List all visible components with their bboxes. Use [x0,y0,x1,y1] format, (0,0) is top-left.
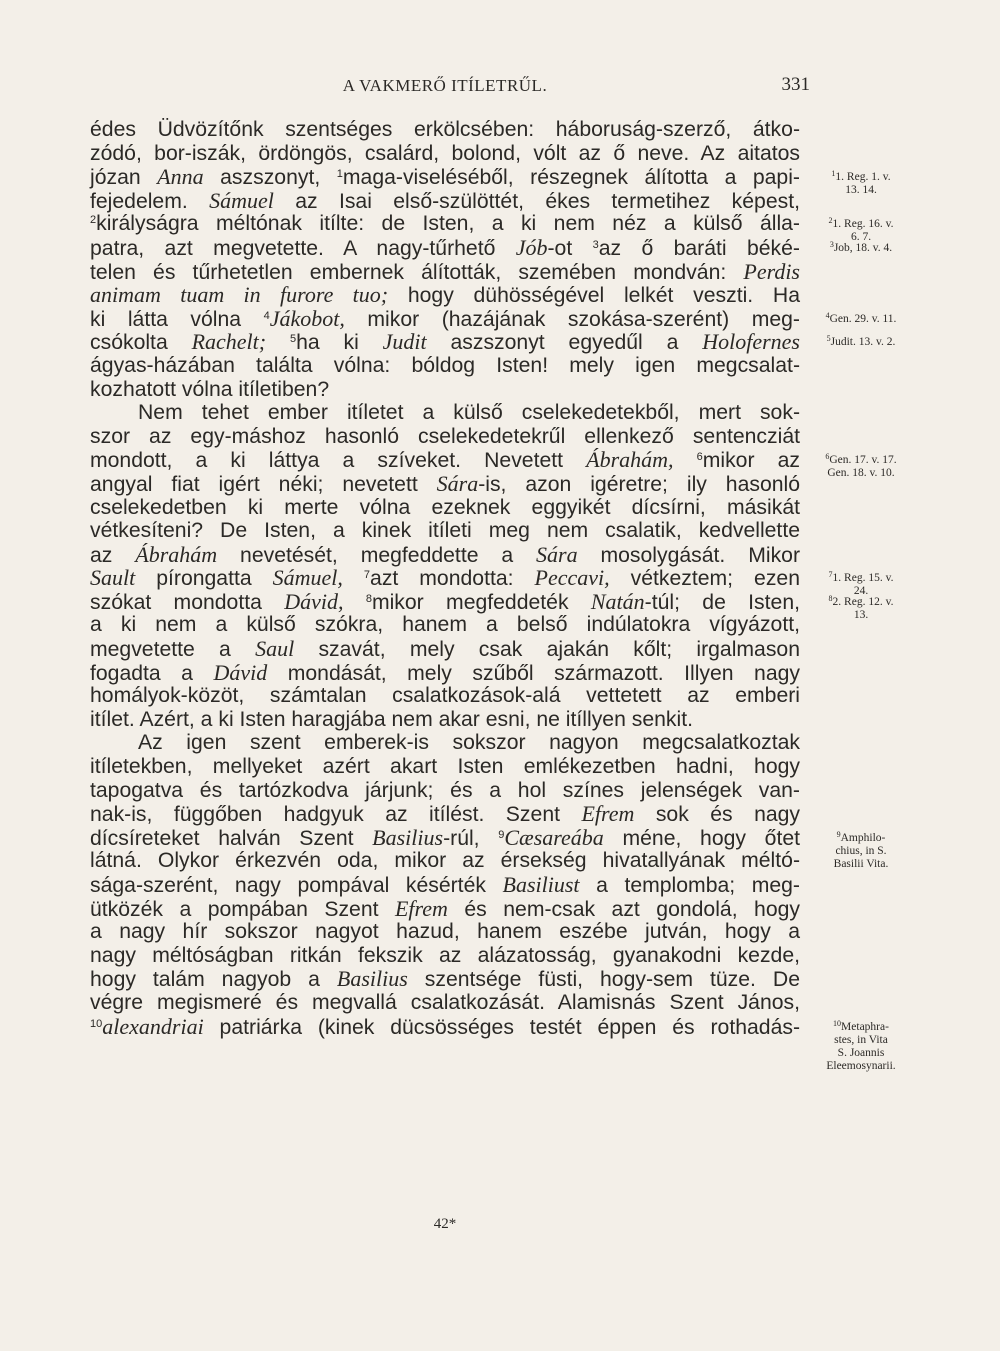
margin-note-line [805,467,917,480]
margin-note [805,242,917,255]
text-line [90,472,800,496]
text-run: mikor megfeddeték [371,590,591,614]
text-line [90,1015,800,1039]
text-line [90,991,800,1015]
text-run: hogy talám nagyob a [90,968,337,992]
text-run: királyságra méltónak itílte: de Isten, a ki nem néz a külső álla- [96,212,800,236]
text-run: végre megismeré és megvallá csalatkozását. Alamisnás Szent János, [90,990,800,1014]
margin-note-number: 5 [826,334,831,344]
text-run: aszszonyt, [203,166,337,190]
text-run: vétkeztem; ezen [609,567,800,591]
text-run: Az igen szent emberek-is sokszor nagyon megcsalatkoztak [138,731,800,755]
margin-note-text: S. Joannis [837,1046,885,1059]
margin-note-text: Eleemosynarii. [826,1059,896,1072]
text-line [90,661,800,685]
margin-note-line [805,832,917,845]
italic-text: Judit [382,329,427,355]
margin-note-line [805,596,917,609]
text-run: édes Üdvözítőnk szentséges erkölcsében: háboruság-szerző, átko- [90,118,800,141]
text-run: dícsíreteket halván Szent [90,826,373,850]
footnote-mark: 9 [498,828,505,841]
text-run: és nem-csak azt gondolá, hogy [447,897,800,921]
margin-note-line [805,609,917,622]
page-number: 331 [781,74,810,95]
text-line [90,165,800,189]
margin-note [805,310,917,326]
text-run: telen és tűrhetetlen embernek álították, szemében mondván: [90,260,744,284]
text-run: nevetését, megfeddette a [217,543,537,567]
footnote-mark: 3 [592,238,599,251]
italic-text: Peccavi, [534,565,610,591]
text-line [90,897,800,921]
text-run: maga-viseléséből, részegnek álította a papi- [342,166,800,190]
italic-text: Jákobot, [269,305,345,331]
text-run: mondását, mely szűből származott. Illyen nagy [267,661,801,685]
text-line [90,566,800,590]
margin-note-number: 9 [836,830,841,839]
margin-note-text: Gen. 29. v. 11. [829,312,897,325]
text-run: józan [90,166,158,190]
text-line [90,496,800,520]
margin-note-number: 3 [829,240,834,249]
italic-text: Dávid [213,659,268,685]
margin-note-line [805,1047,917,1060]
text-line [90,920,800,944]
italic-text: Efrem [394,895,448,921]
margin-note-number: 2 [828,216,833,226]
italic-text: Jób [515,234,548,260]
margin-note-text: stes, in Vita [834,1033,888,1046]
text-run: megvetette a [90,638,256,662]
text-line [90,283,800,307]
margin-note-number: 7 [828,570,833,580]
text-run: mosolygását. Mikor [577,543,800,567]
text-line [90,425,800,449]
text-line [90,944,800,968]
text-run: hogy dühösségével lelkét veszti. Ha [388,284,800,308]
margin-note-number: 4 [825,310,830,320]
text-line [90,708,800,732]
text-run: -is, azon igéretre; ily hasonló [478,472,800,496]
italic-text: Anna [157,164,204,190]
margin-note-text: 13. [853,609,869,621]
running-head: A VAKMERŐ ITÍLETRŰL. [342,76,548,95]
text-run: fogadta a [90,661,214,685]
margin-note-text: Judit. 13. v. 2. [830,336,896,349]
margin-note [805,572,917,598]
italic-text: Ábrahám, [586,447,674,473]
footnote-mark: 8 [365,592,372,605]
italic-text: Cæsareába [504,824,604,850]
text-line [90,637,800,661]
text-run: mikor (hazájának szokása-szerént) meg- [344,307,800,331]
margin-note [805,832,917,871]
footnote-mark: 1 [336,168,343,181]
text-run: a templomba; meg- [579,874,800,897]
text-run: mikor az [702,449,800,473]
footnote-mark: 4 [263,309,270,322]
text-line [90,755,800,779]
text-line [90,849,800,873]
text-run: angyal fiat igért néki; nevetett [90,472,437,496]
margin-note-line [805,310,917,326]
margin-note [805,596,917,622]
italic-text: alexandriai [102,1013,204,1039]
text-run: ha ki [296,331,383,355]
text-run: szavát, mely csak ajakán kőlt; irgalmason [294,638,800,662]
margin-note-line [805,1018,917,1034]
text-line [90,519,800,543]
margin-note [805,218,917,244]
italic-text: Basilius [372,824,444,850]
text-line [90,378,800,402]
margin-note-line [805,336,917,349]
italic-text: Efrem [581,801,635,827]
margin-note-line [805,858,917,871]
text-run: csókolta [90,331,192,355]
footnote-mark: 5 [289,333,297,346]
text-line [90,118,800,142]
text-run: szentsége füsti, hogy-sem tüze. De [407,968,800,992]
text-line [90,212,800,236]
text-line [90,873,800,897]
text-run: mondott, a ki láttya a szíveket. Nevetett [90,449,587,473]
text-run: sok és nagy [634,803,801,827]
text-run: itílet. Azért, a ki Isten haragjába nem akar esni, ne itíllyen senkit. [90,707,693,731]
text-run: a nagy hír sokszor nagyot hazud, hanem eszébe jutván, hogy a [90,920,800,944]
italic-text: Sámuel, [272,565,343,591]
text-line [90,684,800,708]
text-run: homályok-közöt, számtalan csalatkozások-alá vettetett az emberi [90,684,800,708]
text-run [266,331,290,354]
margin-note-text: Job, 18. v. 4. [833,242,893,254]
italic-text: Saul [255,636,295,662]
text-line [90,967,800,991]
text-run: -ot [547,236,593,260]
text-line [90,779,800,803]
text-line [90,189,800,213]
text-run [343,567,364,590]
text-run: zódó, bor-iszák, ördöngös, csalárd, bolond, vólt az ő neve. Az aitatos [90,141,800,165]
margin-note-line [805,242,917,255]
margin-note-number: 1 [831,169,836,179]
text-run [343,591,365,614]
text-line [90,802,800,826]
italic-text: Natán [590,588,645,614]
margin-note-text: 1. Reg. 16. v. [832,218,894,231]
body-text [90,118,800,1038]
italic-text: Holofernes [702,329,800,355]
text-line [90,448,800,472]
margin-note-text: 1. Reg. 15. v. [832,572,894,585]
footnote-mark: 6 [696,451,703,464]
text-run: azt mondotta: [370,567,535,591]
text-run: vétkesíteni? De Isten, a kinek itíleti meg nem csalatik, kedvellette [90,519,800,543]
margin-note-line [805,171,917,184]
text-run: szókat mondotta [90,590,285,614]
margin-note-line [805,1034,917,1047]
margin-note-number: 8 [828,594,833,603]
margin-note-text: 1. Reg. 1. v. [835,171,891,184]
italic-text: Sára [436,470,479,496]
margin-note-line [805,572,917,585]
italic-text: Perdis [743,258,800,284]
text-run: Nem tehet ember itíletet a külső cselekedetekből, mert sok- [138,401,800,425]
margin-note-text: 13. 14. [845,184,877,197]
text-run: méne, hogy őtet [603,826,800,850]
margin-note-line [805,184,917,197]
margin-note-text: Gen. 18. v. 10. [827,467,895,480]
margin-note-line [805,218,917,231]
text-run: nak-is, függőben hadgyuk az itílést. Szent [90,803,582,827]
text-line [90,401,800,425]
text-line [90,731,800,755]
text-line [90,236,800,260]
text-run: ütközék a pompában Szent [90,897,395,921]
text-run: az Isai első-szülöttét, ékes termetihez képest, [273,189,800,213]
text-run [674,449,697,472]
text-run: látná. Olykor érkezvén oda, mikor az érsekség hivatallyának méltó- [90,849,800,873]
text-run: patra, azt megvetette. A nagy-tűrhető [90,236,516,260]
margin-note [805,454,917,480]
margin-note-text: Amphilo- [840,832,886,844]
italic-text: Ábrahám [135,541,218,567]
italic-text: Sault [90,565,136,591]
margin-note-text: 24. [853,585,869,598]
footnote-mark: 2 [90,214,97,227]
text-run: kozhatott vólna itíletiben? [90,377,330,401]
margin-note-line [805,845,917,858]
text-line [90,260,800,284]
text-run: a ki nem a külső szókra, hanem a belső indúlatokra vígyázott, [90,613,800,637]
page-header [90,68,810,104]
text-run: ágyas-házában találta vólna: bóldog Isten! mely igen megcsalat- [90,353,800,377]
text-line [90,354,800,378]
text-line [90,590,800,614]
italic-text: Basiliust [502,872,580,897]
text-run: sága-szerént, nagy pompával késérték [90,874,503,897]
margin-note-text: chius, in S. [835,845,887,857]
text-run: tapogatva és tartózkodva járjunk; és a hol színes jelenségek van- [90,778,800,802]
text-run: patriárka (kinek dücsösséges testét éppen és rothadás- [203,1015,800,1039]
italic-text: Dávid, [284,588,344,614]
text-line [90,330,800,354]
text-run: aszszonyt egyedűl a [426,331,703,355]
margin-note-text: 6. 7. [850,231,872,244]
text-line [90,826,800,850]
footnote-mark: 10 [90,1017,103,1030]
text-run: ki látta vólna [90,307,264,331]
text-line [90,543,800,567]
text-run: az ő baráti béké- [598,236,800,260]
signature-mark: 42* [433,1216,457,1232]
margin-note-text: 2. Reg. 12. v. [832,596,894,608]
italic-text: Rachelt; [191,329,267,355]
margin-note-text: Basilii Vita. [833,858,889,870]
margin-note-text: Metaphra- [841,1020,889,1033]
text-run: -rúl, [443,826,499,850]
text-run: cselekedetben ki merte vólna ezeknek eggyikét dícsírni, másikát [90,495,800,519]
italic-text: Sámuel [209,187,274,213]
footnote-mark: 7 [363,569,371,582]
margin-note-number: 6 [825,452,830,462]
italic-text: animam tuam in furore tuo; [90,282,389,308]
margin-note [805,1018,917,1073]
margin-note [805,336,917,349]
margin-note-number: 10 [833,1018,842,1028]
text-line [90,613,800,637]
text-run: az [90,543,136,567]
text-run: itíletekben, mellyeket azért akart Isten emlékezetben hadni, hogy [90,755,800,779]
margin-note-text: Gen. 17. v. 17. [829,454,897,467]
text-run: nagy méltóságban ritkán fekszik az alázatosság, gyanakodni kezde, [90,943,800,967]
text-run: fejedelem. [90,189,210,213]
italic-text: Basilius [336,966,408,992]
margin-note [805,171,917,197]
text-line [90,142,800,166]
margin-note-line [805,454,917,467]
margin-note-line [805,1060,917,1073]
italic-text: Sára [536,541,578,567]
text-line [90,307,800,331]
text-run: -túl; de Isten, [644,590,800,614]
text-run: szor az egy-máshoz hasonló cselekedetekrűl ellenkező sentencziát [90,424,800,448]
text-run: pírongatta [135,567,273,591]
